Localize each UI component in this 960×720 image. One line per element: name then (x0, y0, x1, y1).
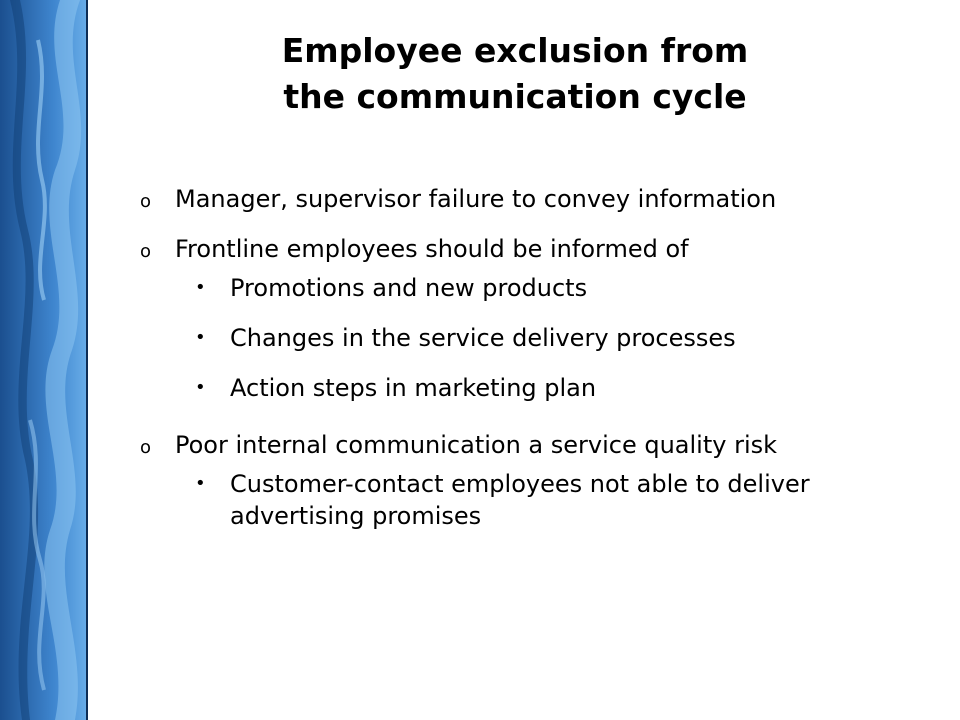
bullet-marker-dot: • (195, 277, 206, 298)
sub-list-item-text: Changes in the service delivery processes (230, 324, 736, 352)
list-item (140, 426, 940, 464)
list-item-text: Frontline employees should be informed of (175, 235, 689, 263)
list-item (140, 180, 940, 218)
list-item (140, 230, 940, 268)
sub-list-item-text: Promotions and new products (230, 274, 588, 302)
bullet-marker-o: o (140, 437, 152, 458)
slide-title (150, 28, 880, 120)
slide-title-line-1: Employee exclusion from (281, 31, 749, 70)
bullet-marker-o: o (140, 191, 152, 212)
list-item-text: Poor internal communication a service quality risk (175, 431, 778, 459)
sub-list-item (195, 372, 940, 404)
sub-list-item (195, 322, 940, 354)
sub-list-item (195, 468, 930, 532)
sub-list-item (195, 272, 940, 304)
bullet-marker-dot: • (195, 327, 206, 348)
decorative-side-band (0, 0, 90, 720)
sub-list-item-text: Customer-contact employees not able to deliver advertising promises (230, 470, 810, 530)
sub-list-item-text: Action steps in marketing plan (230, 374, 597, 402)
slide-title-line-2: the communication cycle (283, 77, 747, 116)
bullet-marker-dot: • (195, 473, 206, 494)
bullet-list (140, 180, 940, 532)
bullet-marker-o: o (140, 241, 152, 262)
bullet-marker-dot: • (195, 377, 206, 398)
list-item-text: Manager, supervisor failure to convey information (175, 185, 777, 213)
